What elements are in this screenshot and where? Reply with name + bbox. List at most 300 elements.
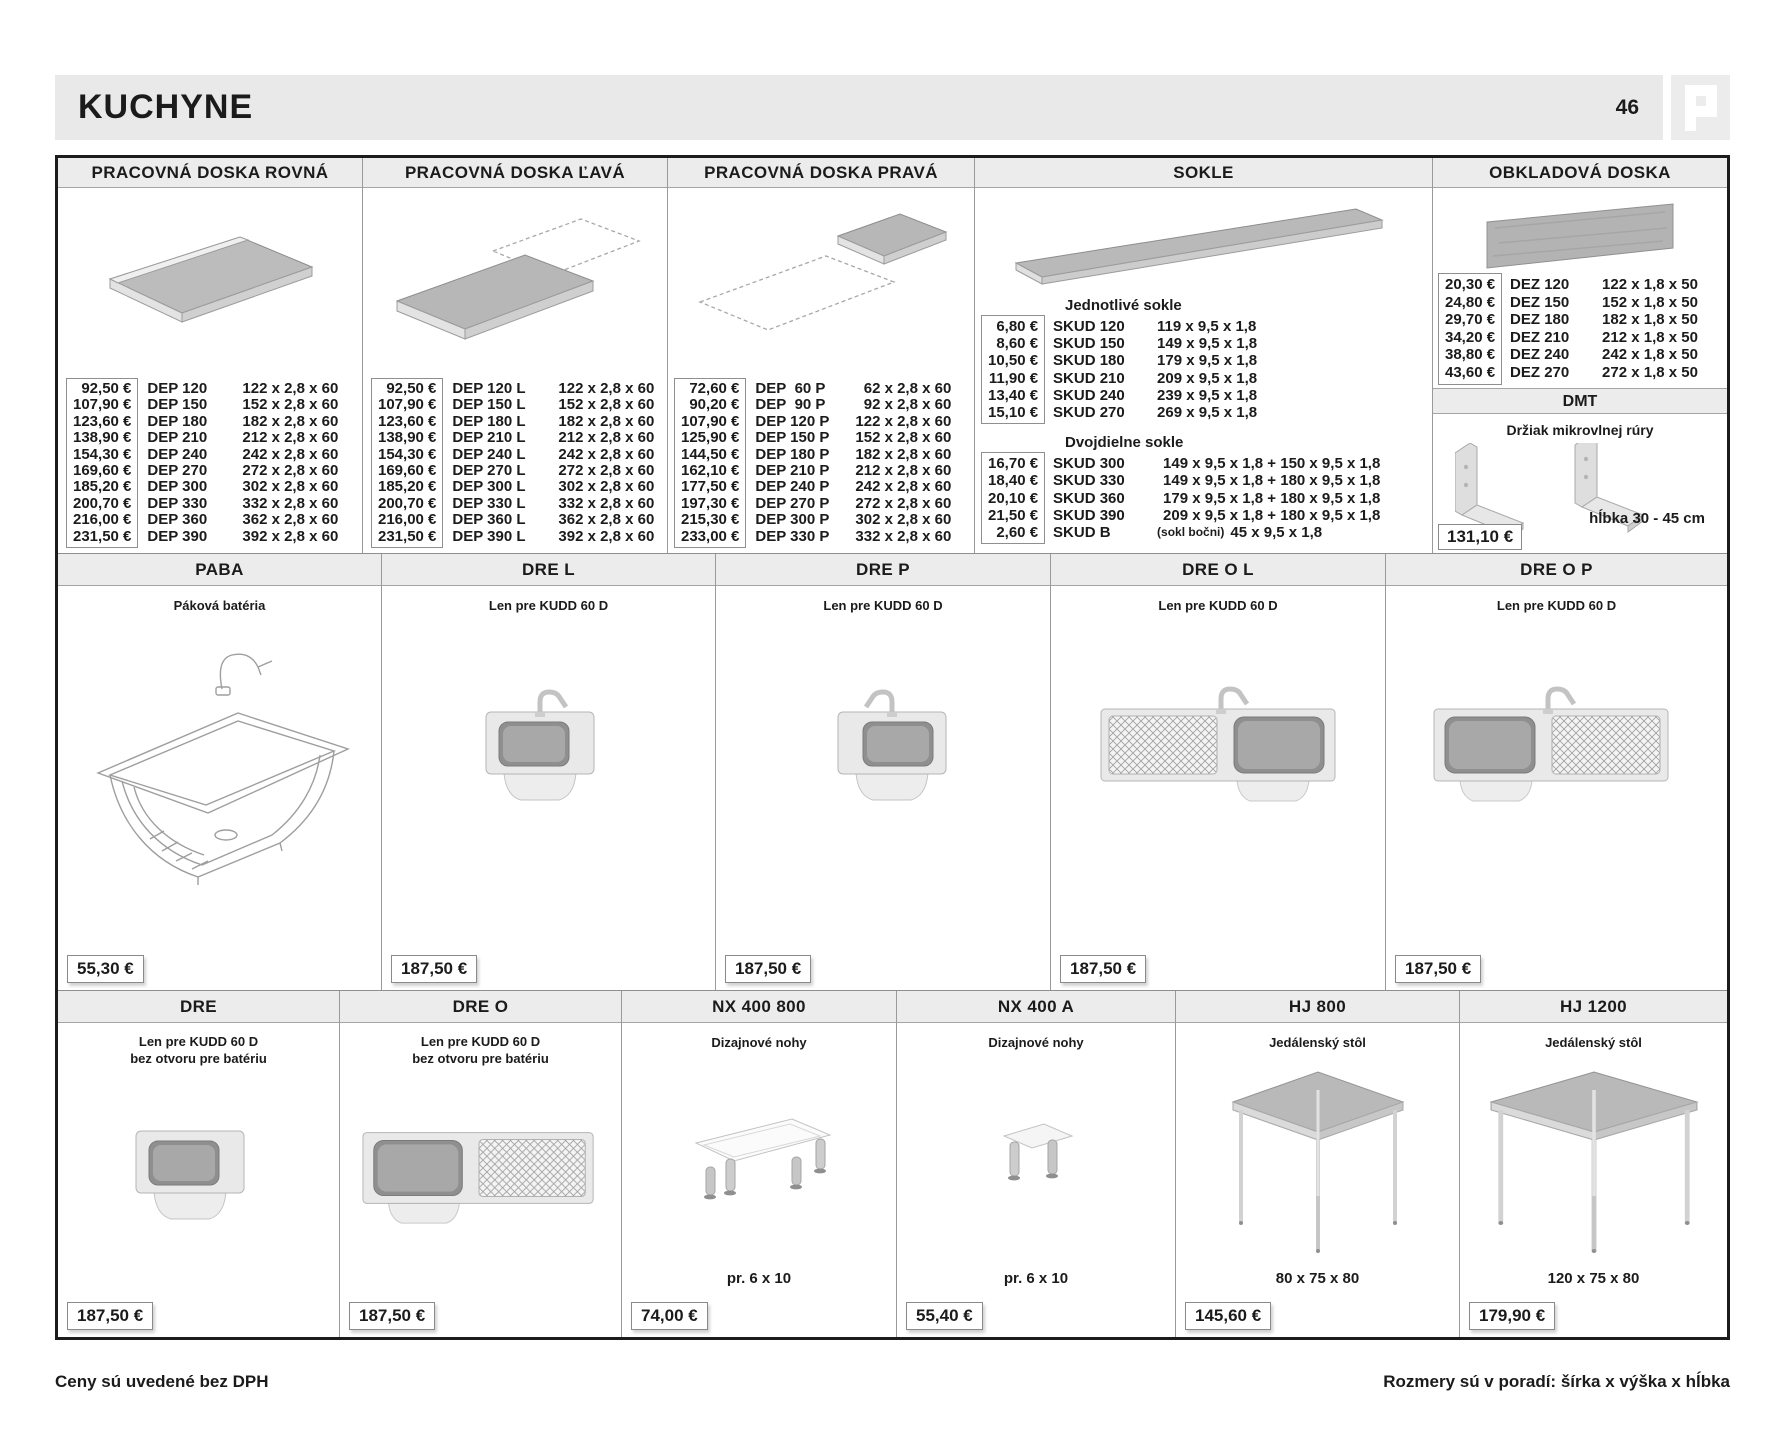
price-box: 74,00 € bbox=[631, 1302, 708, 1330]
product-dims: 122 x 1,8 x 50 bbox=[1602, 276, 1698, 293]
product-dims: 302 x 2,8 x 60 bbox=[242, 478, 339, 496]
product-dims: 212 x 2,8 x 60 bbox=[242, 429, 339, 447]
product-code: SKUD 360 bbox=[1053, 489, 1125, 507]
product-code: SKUD 390 bbox=[1053, 506, 1125, 524]
section-subtitle: Dizajnové nohy bbox=[988, 1035, 1084, 1050]
price-value: 231,50 € bbox=[378, 527, 437, 545]
price-value: 92,50 € bbox=[386, 379, 437, 397]
product-row bbox=[1053, 318, 1257, 335]
product-dims: 209 x 9,5 x 1,8 bbox=[1157, 369, 1258, 387]
product-row bbox=[755, 463, 951, 479]
product-code: DEP 270 P bbox=[755, 494, 830, 512]
plinth-image bbox=[1004, 201, 1404, 293]
product-row bbox=[755, 430, 951, 446]
price-box: 55,30 € bbox=[67, 955, 144, 983]
product-dims: 362 x 2,8 x 60 bbox=[558, 511, 655, 529]
product-dims: 272 x 1,8 x 50 bbox=[1602, 363, 1698, 381]
price-value: 216,00 € bbox=[73, 511, 132, 529]
product-codes bbox=[1510, 273, 1698, 382]
product-dims: 149 x 9,5 x 1,8 + 150 x 9,5 x 1,8 bbox=[1163, 455, 1381, 473]
product-dims: 242 x 2,8 x 60 bbox=[242, 445, 339, 463]
price-value: 107,90 € bbox=[681, 412, 740, 430]
price-value: 169,60 € bbox=[73, 461, 132, 479]
price-box: 187,50 € bbox=[1395, 955, 1481, 983]
product-code: SKUD 150 bbox=[1053, 335, 1125, 353]
product-dims: 212 x 2,8 x 60 bbox=[558, 429, 655, 447]
product-row bbox=[755, 447, 951, 463]
price-box: 187,50 € bbox=[725, 955, 811, 983]
product-code: DEP 60 P bbox=[755, 379, 826, 397]
product-dims: 242 x 2,8 x 60 bbox=[558, 445, 655, 463]
price-value: 90,20 € bbox=[689, 396, 740, 414]
price-value: 20,30 € bbox=[1445, 276, 1496, 293]
price-value: 38,80 € bbox=[1445, 346, 1496, 364]
price-value: 215,30 € bbox=[681, 511, 740, 529]
price-box bbox=[66, 378, 138, 548]
section-pracovna-doska-lava bbox=[363, 158, 668, 553]
price-value: 72,60 € bbox=[689, 379, 740, 397]
section-title: OBKLADOVÁ DOSKA bbox=[1433, 158, 1727, 188]
product-row bbox=[452, 512, 654, 528]
product-note: (sokl bočni) bbox=[1157, 525, 1225, 540]
section-subtitle bbox=[340, 1033, 621, 1067]
footer-note-right: Rozmery sú v poradí: šírka x výška x hĺbka bbox=[1383, 1372, 1730, 1391]
price-value: 11,90 € bbox=[988, 369, 1039, 387]
product-dims: 302 x 2,8 x 60 bbox=[855, 511, 952, 529]
catalog-row-1 bbox=[58, 158, 1727, 553]
product-dims: 272 x 2,8 x 60 bbox=[855, 494, 952, 512]
price-box: 187,50 € bbox=[349, 1302, 435, 1330]
page-number: 46 bbox=[1615, 95, 1639, 119]
price-value: 177,50 € bbox=[681, 478, 740, 496]
price-box: 145,60 € bbox=[1185, 1302, 1271, 1330]
product-dims: 122 x 2,8 x 60 bbox=[855, 412, 952, 430]
section-pracovna-doska-prava bbox=[668, 158, 975, 553]
product-dims: 332 x 2,8 x 60 bbox=[242, 494, 339, 512]
product-dims: 392 x 2,8 x 60 bbox=[242, 527, 339, 545]
product-dims: 332 x 2,8 x 60 bbox=[855, 527, 952, 545]
product-row bbox=[452, 381, 654, 397]
subtitle-line-1: Len pre KUDD 60 D bbox=[138, 1034, 259, 1049]
product-code: DEP 120 bbox=[147, 379, 208, 397]
product-row bbox=[1053, 472, 1380, 489]
product-dims: 239 x 9,5 x 1,8 bbox=[1157, 386, 1258, 404]
price-value: 8,60 € bbox=[996, 335, 1039, 353]
product-codes bbox=[755, 378, 951, 545]
section-title: HJ 800 bbox=[1176, 991, 1459, 1023]
product-code: SKUD 300 bbox=[1053, 455, 1125, 473]
faucet-sink-sketch-image bbox=[80, 623, 360, 923]
price-value: 231,50 € bbox=[73, 527, 132, 545]
section-nx-400-800 bbox=[622, 991, 897, 1337]
product-code: DEP 120 L bbox=[452, 379, 526, 397]
price-value: 107,90 € bbox=[73, 396, 132, 414]
section-title: PABA bbox=[58, 554, 381, 586]
product-row bbox=[1053, 352, 1257, 369]
price-value: 107,90 € bbox=[378, 396, 437, 414]
product-code: DEP 300 L bbox=[452, 478, 526, 496]
product-code: DEP 180 L bbox=[452, 412, 526, 430]
product-row bbox=[147, 430, 338, 446]
product-dims: 209 x 9,5 x 1,8 + 180 x 9,5 x 1,8 bbox=[1163, 506, 1381, 524]
product-code: DEP 330 P bbox=[755, 527, 830, 545]
price-box bbox=[1438, 273, 1502, 385]
product-dims: 362 x 2,8 x 60 bbox=[242, 511, 339, 529]
product-dims: 92 x 2,8 x 60 bbox=[855, 396, 952, 414]
product-codes bbox=[147, 378, 338, 545]
product-row bbox=[1510, 276, 1698, 294]
product-code: DEP 90 P bbox=[755, 396, 826, 414]
product-row bbox=[755, 397, 951, 413]
section-title: DRE O bbox=[340, 991, 621, 1023]
product-code: SKUD 180 bbox=[1053, 352, 1125, 370]
product-code: DEP 270 bbox=[147, 461, 208, 479]
section-subtitle: Jedálenský stôl bbox=[1269, 1035, 1366, 1050]
product-code: DEP 180 P bbox=[755, 445, 830, 463]
product-code: SKUD 240 bbox=[1053, 386, 1125, 404]
product-code: DEP 210 P bbox=[755, 461, 830, 479]
product-row bbox=[147, 414, 338, 430]
design-legs-frame-image bbox=[674, 1105, 844, 1210]
price-list bbox=[1438, 273, 1698, 385]
product-dims: 212 x 1,8 x 50 bbox=[1602, 328, 1698, 346]
price-box bbox=[981, 452, 1045, 544]
price-value: 20,10 € bbox=[988, 489, 1039, 507]
price-value: 200,70 € bbox=[73, 494, 132, 512]
price-list bbox=[674, 378, 951, 548]
section-title: DRE P bbox=[716, 554, 1050, 586]
product-code: DEZ 180 bbox=[1510, 311, 1570, 329]
product-row bbox=[755, 479, 951, 495]
product-row bbox=[147, 397, 338, 413]
product-dims: 80 x 75 x 80 bbox=[1275, 1270, 1360, 1287]
price-list-single bbox=[981, 315, 1432, 424]
section-subtitle: Len pre KUDD 60 D bbox=[1158, 598, 1278, 613]
product-row bbox=[147, 447, 338, 463]
section-title: PRACOVNÁ DOSKA ROVNÁ bbox=[58, 158, 362, 188]
product-row bbox=[1053, 335, 1257, 352]
product-row bbox=[147, 381, 338, 397]
price-value: 125,90 € bbox=[681, 429, 740, 447]
worktop-straight-image bbox=[88, 213, 333, 343]
section-subtitle: Len pre KUDD 60 D bbox=[488, 598, 609, 613]
product-row bbox=[147, 529, 338, 545]
section-title: PRACOVNÁ DOSKA PRAVÁ bbox=[668, 158, 974, 188]
product-row bbox=[452, 430, 654, 446]
section-title: SOKLE bbox=[975, 158, 1432, 188]
section-dre bbox=[58, 991, 340, 1337]
product-dims: 149 x 9,5 x 1,8 + 180 x 9,5 x 1,8 bbox=[1163, 472, 1381, 490]
product-dims: 182 x 2,8 x 60 bbox=[558, 412, 655, 430]
product-dims: 272 x 2,8 x 60 bbox=[558, 461, 655, 479]
product-dims: 392 x 2,8 x 60 bbox=[558, 527, 655, 545]
worktop-right-image bbox=[686, 196, 956, 361]
page-header-bar bbox=[55, 75, 1663, 140]
price-value: 18,40 € bbox=[988, 472, 1039, 490]
dining-table-image bbox=[1223, 1064, 1413, 1256]
brand-logo bbox=[1671, 75, 1730, 140]
product-dims: 152 x 2,8 x 60 bbox=[855, 429, 952, 447]
price-value: 154,30 € bbox=[378, 445, 437, 463]
product-code: DEP 150 L bbox=[452, 396, 526, 414]
product-dims: pr. 6 x 10 bbox=[1003, 1270, 1069, 1287]
price-box: 187,50 € bbox=[1060, 955, 1146, 983]
design-legs-image bbox=[986, 1110, 1086, 1200]
product-code: DEP 300 P bbox=[755, 511, 830, 529]
dmt-subtitle: Držiak mikrovlnej rúry bbox=[1506, 422, 1654, 438]
product-code: DEP 330 bbox=[147, 494, 208, 512]
section-subtitle: Len pre KUDD 60 D bbox=[1496, 598, 1617, 613]
product-code: DEP 120 P bbox=[755, 412, 830, 430]
product-row bbox=[1510, 364, 1698, 382]
product-code: SKUD 210 bbox=[1053, 369, 1125, 387]
price-value: 169,60 € bbox=[378, 461, 437, 479]
price-value: 43,60 € bbox=[1445, 363, 1496, 381]
product-row bbox=[1510, 346, 1698, 364]
price-value: 123,60 € bbox=[73, 412, 132, 430]
price-value: 154,30 € bbox=[73, 445, 132, 463]
price-value: 233,00 € bbox=[681, 527, 740, 545]
section-dre-l bbox=[382, 554, 716, 990]
product-row bbox=[1053, 524, 1380, 541]
product-row bbox=[452, 397, 654, 413]
product-dims: 45 x 9,5 x 1,8 bbox=[1230, 524, 1323, 542]
product-row bbox=[452, 447, 654, 463]
price-value: 185,20 € bbox=[73, 478, 132, 496]
product-code: SKUD 270 bbox=[1053, 404, 1125, 422]
product-dims: 120 x 75 x 80 bbox=[1547, 1270, 1640, 1287]
product-row bbox=[452, 529, 654, 545]
product-code: DEP 210 L bbox=[452, 429, 526, 447]
section-dre-o-l bbox=[1051, 554, 1386, 990]
price-value: 162,10 € bbox=[681, 461, 740, 479]
product-code: SKUD 120 bbox=[1053, 318, 1125, 335]
section-title: NX 400 A bbox=[897, 991, 1175, 1023]
product-dims: 269 x 9,5 x 1,8 bbox=[1157, 404, 1258, 422]
price-value: 138,90 € bbox=[73, 429, 132, 447]
sink-image bbox=[124, 1097, 274, 1227]
product-dims: pr. 6 x 10 bbox=[726, 1270, 792, 1287]
sink-right-image bbox=[808, 678, 958, 813]
product-dims: 152 x 2,8 x 60 bbox=[558, 396, 655, 414]
product-dims: 182 x 2,8 x 60 bbox=[242, 412, 339, 430]
product-code: DEP 330 L bbox=[452, 494, 526, 512]
subtitle-line-1: Len pre KUDD 60 D bbox=[420, 1034, 541, 1049]
price-value: 2,60 € bbox=[996, 524, 1039, 542]
product-dims: 332 x 2,8 x 60 bbox=[558, 494, 655, 512]
product-code: DEZ 150 bbox=[1510, 293, 1570, 311]
product-row bbox=[755, 529, 951, 545]
product-dims: 152 x 1,8 x 50 bbox=[1602, 293, 1698, 311]
price-box: 55,40 € bbox=[906, 1302, 983, 1330]
section-pracovna-doska-rovna bbox=[58, 158, 363, 553]
price-value: 92,50 € bbox=[81, 379, 132, 397]
product-code: DEZ 240 bbox=[1510, 346, 1570, 364]
product-code: DEP 300 bbox=[147, 478, 208, 496]
section-subtitle: Dizajnové nohy bbox=[711, 1035, 807, 1050]
product-dims: 182 x 1,8 x 50 bbox=[1602, 311, 1698, 329]
product-code: DEP 240 L bbox=[452, 445, 526, 463]
product-code: DEP 210 bbox=[147, 429, 208, 447]
price-box: 179,90 € bbox=[1469, 1302, 1555, 1330]
section-dre-o-p bbox=[1386, 554, 1727, 990]
product-codes bbox=[1053, 315, 1257, 421]
product-row bbox=[1510, 294, 1698, 312]
section-hj-1200 bbox=[1460, 991, 1727, 1337]
sink-drainer-left-image bbox=[1093, 685, 1343, 810]
product-codes bbox=[1053, 452, 1380, 541]
product-dims: 122 x 2,8 x 60 bbox=[558, 379, 655, 397]
price-value: 15,10 € bbox=[988, 404, 1039, 422]
product-code: DEZ 270 bbox=[1510, 363, 1570, 381]
product-code: DEP 180 bbox=[147, 412, 208, 430]
price-value: 144,50 € bbox=[681, 445, 740, 463]
section-hj-800 bbox=[1176, 991, 1460, 1337]
product-row bbox=[1053, 507, 1380, 524]
product-dims: 272 x 2,8 x 60 bbox=[242, 461, 339, 479]
product-dims: 149 x 9,5 x 1,8 bbox=[1157, 335, 1258, 353]
product-dims: 242 x 1,8 x 50 bbox=[1602, 346, 1698, 364]
price-value: 34,20 € bbox=[1445, 328, 1496, 346]
section-subtitle: Páková batéria bbox=[173, 598, 266, 613]
price-box bbox=[371, 378, 443, 548]
product-dims: 179 x 9,5 x 1,8 + 180 x 9,5 x 1,8 bbox=[1163, 489, 1381, 507]
product-code: DEP 240 bbox=[147, 445, 208, 463]
product-dims: 119 x 9,5 x 1,8 bbox=[1157, 318, 1257, 335]
price-value: 200,70 € bbox=[378, 494, 437, 512]
product-row bbox=[1053, 490, 1380, 507]
product-dims: 182 x 2,8 x 60 bbox=[855, 445, 952, 463]
dmt-price-box: 131,10 € bbox=[1438, 524, 1522, 550]
section-subtitle bbox=[58, 1033, 339, 1067]
product-code: DEP 270 L bbox=[452, 461, 526, 479]
section-obkladova-doska bbox=[1433, 158, 1727, 553]
section-title: HJ 1200 bbox=[1460, 991, 1727, 1023]
group-label-double: Dvojdielne sokle bbox=[1065, 434, 1184, 452]
price-value: 6,80 € bbox=[996, 318, 1039, 335]
product-code: SKUD B bbox=[1053, 524, 1111, 542]
section-sokle bbox=[975, 158, 1433, 553]
product-code: SKUD 330 bbox=[1053, 472, 1125, 490]
group-label-single: Jednotlivé sokle bbox=[1065, 297, 1182, 314]
product-row bbox=[1510, 329, 1698, 347]
price-value: 185,20 € bbox=[378, 478, 437, 496]
section-dre-o bbox=[340, 991, 622, 1337]
section-title: DRE bbox=[58, 991, 339, 1023]
product-code: DEP 150 P bbox=[755, 429, 830, 447]
product-row bbox=[1053, 455, 1380, 472]
product-row bbox=[147, 479, 338, 495]
price-list bbox=[66, 378, 338, 548]
product-row bbox=[755, 381, 951, 397]
section-title: DRE O L bbox=[1051, 554, 1385, 586]
product-row bbox=[452, 463, 654, 479]
price-value: 123,60 € bbox=[378, 412, 437, 430]
product-row bbox=[147, 512, 338, 528]
price-value: 24,80 € bbox=[1445, 293, 1496, 311]
price-value: 13,40 € bbox=[988, 386, 1039, 404]
product-row bbox=[1510, 311, 1698, 329]
product-row bbox=[755, 512, 951, 528]
price-list-double bbox=[981, 452, 1432, 544]
section-dmt-title: DMT bbox=[1433, 388, 1727, 414]
price-list bbox=[371, 378, 654, 548]
dmt-depth-note: hĺbka 30 - 45 cm bbox=[1589, 510, 1705, 527]
page-title: KUCHYNE bbox=[78, 88, 254, 126]
catalog-row-2 bbox=[58, 553, 1727, 990]
product-row bbox=[452, 479, 654, 495]
section-title: DRE L bbox=[382, 554, 715, 586]
product-code: DEP 360 L bbox=[452, 511, 526, 529]
section-title: NX 400 800 bbox=[622, 991, 896, 1023]
product-code: DEZ 120 bbox=[1510, 276, 1570, 293]
section-dre-p bbox=[716, 554, 1051, 990]
section-title: DRE O P bbox=[1386, 554, 1727, 586]
price-value: 16,70 € bbox=[988, 455, 1039, 473]
sink-drainer-image bbox=[361, 1109, 601, 1229]
price-box: 187,50 € bbox=[67, 1302, 153, 1330]
section-title: PRACOVNÁ DOSKA ĽAVÁ bbox=[363, 158, 667, 188]
product-row bbox=[1053, 404, 1257, 421]
subtitle-line-2: bez otvoru pre batériu bbox=[412, 1051, 549, 1066]
product-dims: 212 x 2,8 x 60 bbox=[855, 461, 952, 479]
worktop-left-image bbox=[383, 193, 648, 368]
price-value: 216,00 € bbox=[378, 511, 437, 529]
product-code: DEP 390 L bbox=[452, 527, 526, 545]
price-box bbox=[674, 378, 746, 548]
product-row bbox=[452, 414, 654, 430]
price-box: 187,50 € bbox=[391, 955, 477, 983]
product-code: DEZ 210 bbox=[1510, 328, 1570, 346]
product-code: DEP 360 bbox=[147, 511, 208, 529]
product-row bbox=[147, 496, 338, 512]
section-subtitle: Len pre KUDD 60 D bbox=[823, 598, 943, 613]
product-dims: 152 x 2,8 x 60 bbox=[242, 396, 339, 414]
product-row bbox=[147, 463, 338, 479]
product-code: DEP 240 P bbox=[755, 478, 830, 496]
price-box bbox=[981, 315, 1045, 424]
product-code: DEP 390 bbox=[147, 527, 208, 545]
catalog-table bbox=[55, 155, 1730, 1340]
catalog-row-3 bbox=[58, 990, 1727, 1337]
price-value: 21,50 € bbox=[988, 506, 1039, 524]
product-dims: 122 x 2,8 x 60 bbox=[242, 379, 339, 397]
price-value: 10,50 € bbox=[988, 352, 1039, 370]
product-dims: 302 x 2,8 x 60 bbox=[558, 478, 655, 496]
price-value: 29,70 € bbox=[1445, 311, 1496, 329]
footer-note-left: Ceny sú uvedené bez DPH bbox=[55, 1372, 269, 1391]
product-dims: 62 x 2,8 x 60 bbox=[855, 379, 952, 397]
section-nx-400-a bbox=[897, 991, 1176, 1337]
price-value: 138,90 € bbox=[378, 429, 437, 447]
section-subtitle: Jedálenský stôl bbox=[1545, 1035, 1642, 1050]
product-dims: 179 x 9,5 x 1,8 bbox=[1157, 352, 1258, 370]
subtitle-line-2: bez otvoru pre batériu bbox=[130, 1051, 267, 1066]
section-paba bbox=[58, 554, 382, 990]
product-row bbox=[1053, 370, 1257, 387]
logo-p-icon bbox=[1679, 82, 1723, 134]
sink-drainer-right-image bbox=[1432, 685, 1682, 810]
product-row bbox=[452, 496, 654, 512]
sink-left-image bbox=[474, 678, 624, 813]
product-row bbox=[1053, 387, 1257, 404]
product-code: DEP 150 bbox=[147, 396, 208, 414]
wall-panel-image bbox=[1475, 196, 1685, 272]
product-row bbox=[755, 496, 951, 512]
price-value: 197,30 € bbox=[681, 494, 740, 512]
product-row bbox=[755, 414, 951, 430]
product-codes bbox=[452, 378, 654, 545]
